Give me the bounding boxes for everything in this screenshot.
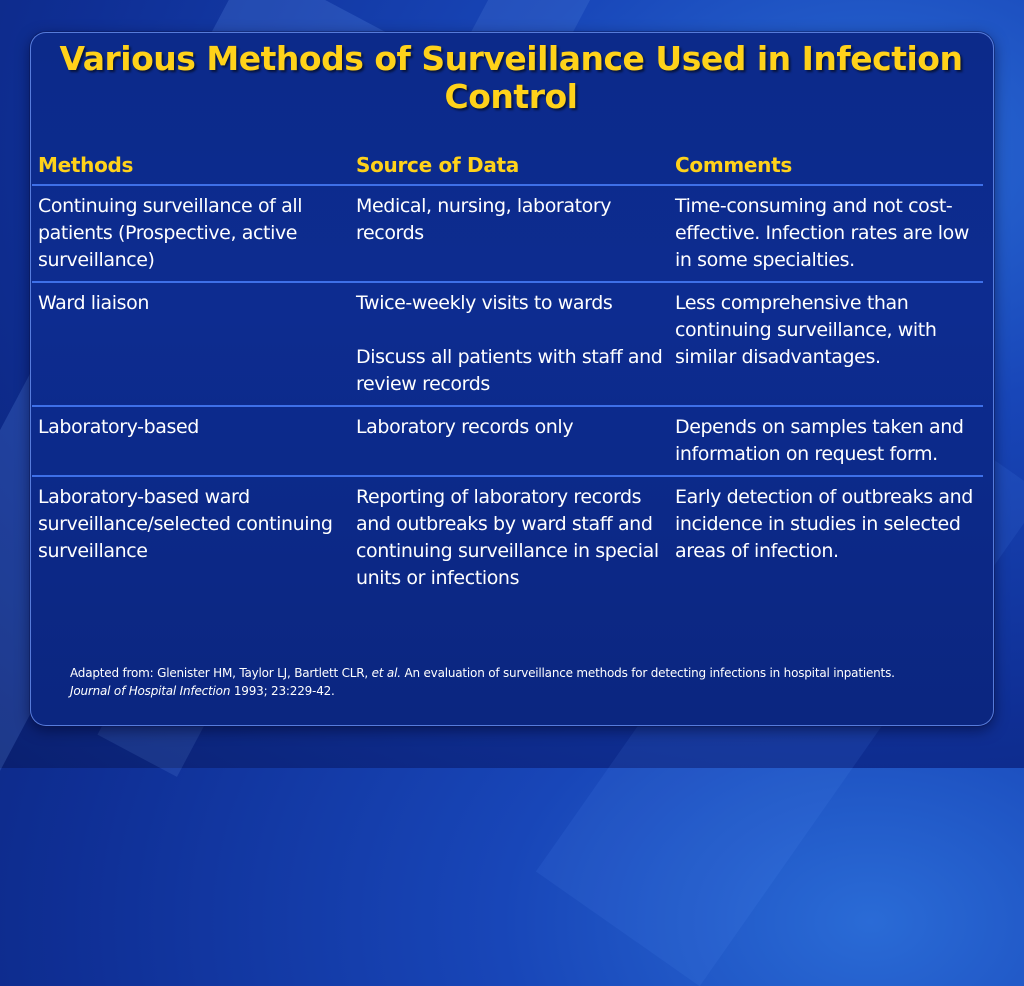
header-comments: Comments (669, 148, 983, 185)
citation-journal: Journal of Hospital Infection (70, 684, 231, 698)
source-text: Laboratory records only (356, 416, 574, 438)
cell-method: Laboratory-based (32, 406, 350, 476)
cell-source (350, 282, 669, 406)
table-row (32, 185, 983, 282)
cell-comments: Less comprehensive than continuing surveillance, with similar disadvantages. (669, 282, 983, 406)
citation-article: An evaluation of surveillance methods for detecting infections in hospital inpatients. (400, 666, 895, 680)
cell-source (350, 406, 669, 476)
surveillance-table (32, 148, 983, 599)
cell-source (350, 185, 669, 282)
citation-volume: 1993; 23:229-42. (230, 684, 335, 698)
slide-title: Various Methods of Surveillance Used in Infection Control (59, 39, 963, 116)
citation-prefix: Adapted from: Glenister HM, Taylor LJ, Bartlett CLR, (70, 666, 372, 680)
header-methods: Methods (32, 148, 350, 185)
citation (70, 664, 970, 700)
table-row (32, 406, 983, 476)
citation-et-al: et al. (371, 666, 401, 680)
cell-comments: Early detection of outbreaks and incidence in studies in selected areas of infection. (675, 486, 973, 562)
source-text: Twice-weekly visits to wards (356, 292, 613, 314)
source-text: Medical, nursing, laboratory records (356, 195, 612, 244)
cell-source (350, 476, 669, 599)
cell-method: Ward liaison (32, 282, 350, 406)
table-row (32, 282, 983, 406)
source-extra-text: Discuss all patients with staff and review records (356, 346, 663, 395)
cell-comments: Depends on samples taken and information on request form. (669, 406, 983, 476)
table-row (32, 476, 983, 599)
cell-comments: Time-consuming and not cost-effective. Infection rates are low in some specialties. (669, 185, 983, 282)
header-source-of-data: Source of Data (350, 148, 669, 185)
table-header-row (32, 148, 983, 185)
cell-method: Laboratory-based ward surveillance/selected continuing surveillance (38, 486, 333, 562)
cell-method: Continuing surveillance of all patients (Prospective, active surveillance) (32, 185, 350, 282)
source-text: Reporting of laboratory records and outbreaks by ward staff and continuing surveillance in special units or infections (356, 486, 659, 589)
